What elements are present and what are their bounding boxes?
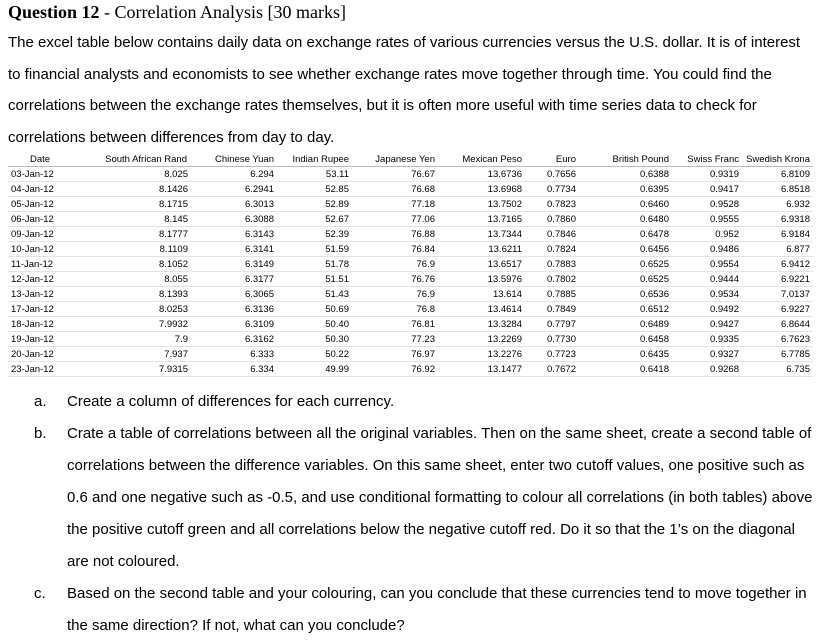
question-title	[8, 2, 346, 23]
table-row	[8, 227, 813, 242]
table-cell: 6.8109	[742, 167, 813, 182]
task-list	[34, 386, 814, 642]
table-cell: 76.68	[352, 182, 438, 197]
table-cell: 7.937	[72, 347, 190, 362]
table-cell: 0.7797	[525, 317, 579, 332]
table-cell: 0.9486	[672, 242, 742, 257]
table-cell: 0.6512	[579, 302, 672, 317]
table-cell: 0.6478	[579, 227, 672, 242]
table-cell: 0.9268	[672, 362, 742, 377]
table-row	[8, 212, 813, 227]
table-cell: 0.9427	[672, 317, 742, 332]
table-cell: 0.7860	[525, 212, 579, 227]
table-cell: 13.1477	[438, 362, 525, 377]
table-cell: 7.9	[72, 332, 190, 347]
intro-paragraph: The excel table below contains daily data on exchange rates of various currencies versus the U.S. dollar. It is of interest to financial analysts and economists to see whether exchange rates move together through time. You could find the correlations between the exchange rates themselves, but it is often more useful with time series data to check for correlations between differences from day to day.	[8, 34, 801, 146]
table-cell: 0.6458	[579, 332, 672, 347]
table-cell: 18-Jan-12	[8, 317, 72, 332]
table-cell: 0.7734	[525, 182, 579, 197]
table-cell: 6.3162	[190, 332, 277, 347]
table-cell: 0.9492	[672, 302, 742, 317]
table-cell: 0.6418	[579, 362, 672, 377]
table-cell: 0.7846	[525, 227, 579, 242]
table-cell: 8.0253	[72, 302, 190, 317]
table-row	[8, 197, 813, 212]
column-header: Date	[8, 152, 72, 167]
table-cell: 09-Jan-12	[8, 227, 72, 242]
column-header: Mexican Peso	[438, 152, 525, 167]
table-cell: 8.1426	[72, 182, 190, 197]
table-cell: 0.6489	[579, 317, 672, 332]
table-row	[8, 167, 813, 182]
table-cell: 13.614	[438, 287, 525, 302]
table-cell: 0.7672	[525, 362, 579, 377]
table-cell: 13.7165	[438, 212, 525, 227]
table-cell: 77.23	[352, 332, 438, 347]
table-row	[8, 302, 813, 317]
table-cell: 0.7824	[525, 242, 579, 257]
table-cell: 77.18	[352, 197, 438, 212]
table-cell: 76.8	[352, 302, 438, 317]
table-row	[8, 242, 813, 257]
table-cell: 6.3088	[190, 212, 277, 227]
table-cell: 23-Jan-12	[8, 362, 72, 377]
table-cell: 76.81	[352, 317, 438, 332]
table-row	[8, 182, 813, 197]
task-item	[34, 386, 814, 418]
table-row	[8, 272, 813, 287]
table-cell: 8.1393	[72, 287, 190, 302]
task-letter: c.	[34, 585, 46, 602]
table-cell: 0.9417	[672, 182, 742, 197]
table-cell: 6.294	[190, 167, 277, 182]
task-letter: a.	[34, 393, 47, 410]
table-cell: 12-Jan-12	[8, 272, 72, 287]
table-cell: 6.9412	[742, 257, 813, 272]
table-cell: 52.85	[277, 182, 352, 197]
table-cell: 76.97	[352, 347, 438, 362]
table-cell: 52.89	[277, 197, 352, 212]
table-cell: 6.932	[742, 197, 813, 212]
table-row	[8, 287, 813, 302]
column-header: British Pound	[579, 152, 672, 167]
table-cell: 6.3177	[190, 272, 277, 287]
table-cell: 76.9	[352, 257, 438, 272]
table-cell: 6.3143	[190, 227, 277, 242]
table-cell: 6.9184	[742, 227, 813, 242]
table-cell: 0.9534	[672, 287, 742, 302]
table-cell: 8.1052	[72, 257, 190, 272]
table-cell: 8.1777	[72, 227, 190, 242]
column-header: South African Rand	[72, 152, 190, 167]
table-cell: 0.6456	[579, 242, 672, 257]
table-cell: 04-Jan-12	[8, 182, 72, 197]
column-header: Japanese Yen	[352, 152, 438, 167]
table-cell: 20-Jan-12	[8, 347, 72, 362]
table-cell: 50.22	[277, 347, 352, 362]
table-cell: 10-Jan-12	[8, 242, 72, 257]
table-cell: 13.6211	[438, 242, 525, 257]
task-text: Crate a table of correlations between all the original variables. Then on the same sheet, create a second table of correlations between the difference variables. On this same sheet, enter two cutoff values, one positive such as 0.6 and one negative such as -0.5, and use conditional formatting to colour all correlations (in both tables) above the positive cutoff green and all correlations below the negative cutoff red. Do it so that the 1’s on the diagonal are not coloured.	[67, 425, 813, 570]
table-cell: 6.3065	[190, 287, 277, 302]
table-cell: 13.6968	[438, 182, 525, 197]
table-cell: 0.6388	[579, 167, 672, 182]
table-row	[8, 362, 813, 377]
table-cell: 0.9444	[672, 272, 742, 287]
table-cell: 0.7883	[525, 257, 579, 272]
task-item	[34, 418, 814, 578]
table-cell: 8.055	[72, 272, 190, 287]
table-cell: 0.9319	[672, 167, 742, 182]
table-cell: 0.7730	[525, 332, 579, 347]
task-text: Based on the second table and your colouring, can you conclude that these currencies tend to move together in the same direction? If not, what can you conclude?	[67, 585, 807, 634]
table-cell: 13.2276	[438, 347, 525, 362]
question-number: Question 12	[8, 2, 100, 22]
table-cell: 0.6525	[579, 257, 672, 272]
table-cell: 6.3109	[190, 317, 277, 332]
column-header: Swiss Franc	[672, 152, 742, 167]
table-cell: 06-Jan-12	[8, 212, 72, 227]
table-row	[8, 332, 813, 347]
table-cell: 51.78	[277, 257, 352, 272]
table-cell: 6.735	[742, 362, 813, 377]
table-cell: 7.9315	[72, 362, 190, 377]
exchange-rate-table	[8, 152, 813, 377]
table-cell: 0.7656	[525, 167, 579, 182]
table-cell: 0.7723	[525, 347, 579, 362]
table-cell: 0.9327	[672, 347, 742, 362]
table-cell: 53.11	[277, 167, 352, 182]
table-cell: 8.1109	[72, 242, 190, 257]
table-cell: 51.59	[277, 242, 352, 257]
column-header: Chinese Yuan	[190, 152, 277, 167]
table-cell: 7.9932	[72, 317, 190, 332]
table-cell: 0.9554	[672, 257, 742, 272]
table-row	[8, 257, 813, 272]
table-cell: 76.67	[352, 167, 438, 182]
table-cell: 6.334	[190, 362, 277, 377]
table-cell: 76.84	[352, 242, 438, 257]
table-cell: 6.9318	[742, 212, 813, 227]
table-cell: 03-Jan-12	[8, 167, 72, 182]
table-cell: 19-Jan-12	[8, 332, 72, 347]
table-cell: 0.6536	[579, 287, 672, 302]
table-cell: 0.7885	[525, 287, 579, 302]
table-cell: 51.51	[277, 272, 352, 287]
table-cell: 13.6736	[438, 167, 525, 182]
column-header: Euro	[525, 152, 579, 167]
table-cell: 0.6525	[579, 272, 672, 287]
table-cell: 6.3149	[190, 257, 277, 272]
table-cell: 13.4614	[438, 302, 525, 317]
table-cell: 13.7502	[438, 197, 525, 212]
table-cell: 6.3013	[190, 197, 277, 212]
table-cell: 76.88	[352, 227, 438, 242]
table-cell: 0.7823	[525, 197, 579, 212]
table-cell: 50.30	[277, 332, 352, 347]
table-cell: 6.3136	[190, 302, 277, 317]
column-header: Indian Rupee	[277, 152, 352, 167]
table-cell: 76.92	[352, 362, 438, 377]
table-cell: 76.9	[352, 287, 438, 302]
table-cell: 0.9555	[672, 212, 742, 227]
table-cell: 6.3141	[190, 242, 277, 257]
table-cell: 13.6517	[438, 257, 525, 272]
table-cell: 13.3284	[438, 317, 525, 332]
table-header-row	[8, 152, 813, 167]
table-cell: 0.6480	[579, 212, 672, 227]
question-heading: - Correlation Analysis [30 marks]	[99, 2, 346, 22]
table-cell: 0.7802	[525, 272, 579, 287]
table-cell: 6.9227	[742, 302, 813, 317]
table-cell: 6.8518	[742, 182, 813, 197]
table-cell: 6.333	[190, 347, 277, 362]
table-cell: 6.7623	[742, 332, 813, 347]
table-cell: 50.69	[277, 302, 352, 317]
table-row	[8, 317, 813, 332]
task-item	[34, 578, 814, 642]
table-cell: 0.9335	[672, 332, 742, 347]
table-cell: 0.952	[672, 227, 742, 242]
table-cell: 8.1715	[72, 197, 190, 212]
table-cell: 49.99	[277, 362, 352, 377]
table-cell: 52.67	[277, 212, 352, 227]
table-cell: 77.06	[352, 212, 438, 227]
table-cell: 7.0137	[742, 287, 813, 302]
table-cell: 0.6435	[579, 347, 672, 362]
table-cell: 13.2269	[438, 332, 525, 347]
table-cell: 11-Jan-12	[8, 257, 72, 272]
table-cell: 6.877	[742, 242, 813, 257]
table-cell: 0.9528	[672, 197, 742, 212]
table-cell: 6.8644	[742, 317, 813, 332]
table-cell: 6.9221	[742, 272, 813, 287]
table-cell: 0.6395	[579, 182, 672, 197]
table-cell: 13-Jan-12	[8, 287, 72, 302]
task-text: Create a column of differences for each currency.	[67, 393, 395, 410]
table-cell: 50.40	[277, 317, 352, 332]
table-cell: 13.7344	[438, 227, 525, 242]
table-cell: 13.5976	[438, 272, 525, 287]
table-cell: 8.145	[72, 212, 190, 227]
table-cell: 17-Jan-12	[8, 302, 72, 317]
task-letter: b.	[34, 425, 47, 442]
table-cell: 6.7785	[742, 347, 813, 362]
table-cell: 0.6460	[579, 197, 672, 212]
table-cell: 6.2941	[190, 182, 277, 197]
column-header: Swedish Krona	[742, 152, 813, 167]
table-row	[8, 347, 813, 362]
table-cell: 52.39	[277, 227, 352, 242]
table-cell: 8.025	[72, 167, 190, 182]
table-cell: 51.43	[277, 287, 352, 302]
table-cell: 0.7849	[525, 302, 579, 317]
table-cell: 76.76	[352, 272, 438, 287]
table-cell: 05-Jan-12	[8, 197, 72, 212]
